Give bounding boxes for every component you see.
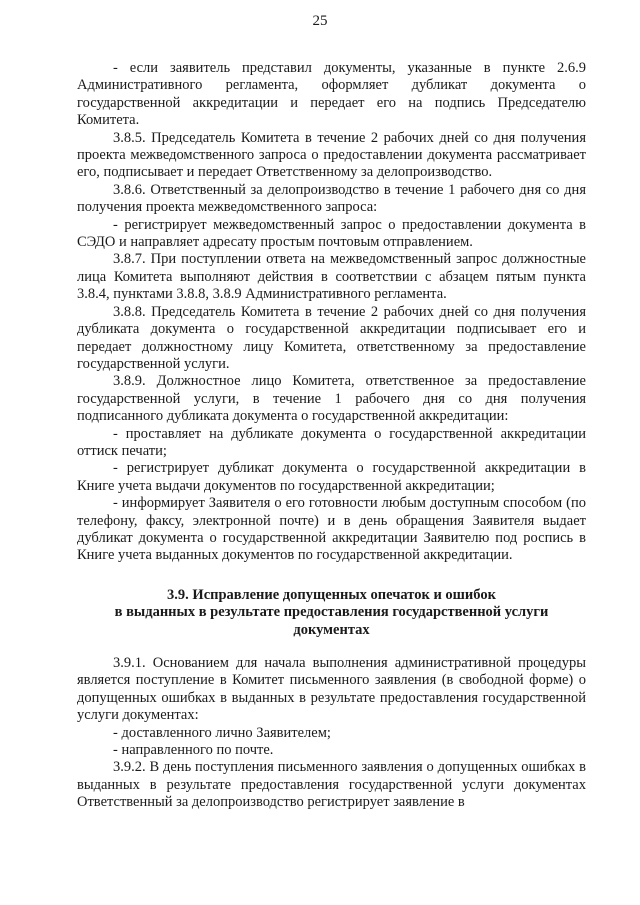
paragraph-3-8-9-register: - регистрирует дубликат документа о государственной аккредитации в Книге учета выдачи документов по государственной аккредитации; [77, 460, 586, 494]
paragraph-3-8-5: 3.8.5. Председатель Комитета в течение 2 рабочих дней со дня получения проекта межведомственного запроса о предоставлении документа рассматривает его, подписывает и передает Ответственному за делопроизводство. [77, 129, 586, 181]
page-number: 25 [312, 13, 328, 29]
paragraph-3-8-7: 3.8.7. При поступлении ответа на межведомственный запрос должностные лица Комитета выполняют действия в соответствии с абзацем пятым пункта 3.8.4, пунктами 3.8.8, 3.8.9 Административного регламента. [77, 251, 586, 303]
paragraph-3-8-9-stamp: - проставляет на дубликате документа о государственной аккредитации оттиск печати; [77, 425, 586, 459]
paragraph-3-8-6: 3.8.6. Ответственный за делопроизводство в течение 1 рабочего дня со дня получения проекта межведомственного запроса: [77, 181, 586, 216]
paragraph-duplicate-issue: - если заявитель представил документы, указанные в пункте 2.6.9 Административного регламента, оформляет дубликат документа о государственной аккредитации и передает его на подпись Председателю Комитета. [77, 60, 586, 129]
document-body [77, 60, 586, 812]
section-heading-3-9 [77, 587, 586, 639]
section-heading-line-1: 3.9. Исправление допущенных опечаток и ошибок [167, 586, 496, 603]
paragraph-3-9-2: 3.9.2. В день поступления письменного заявления о допущенных ошибках в выданных в результате предоставления государственной услуги документах Ответственный за делопроизводство регистрирует заявление в [77, 759, 586, 811]
paragraph-3-9-1: 3.9.1. Основанием для начала выполнения административной процедуры является поступление в Комитет письменного заявления (в свободной форме) о допущенных ошибках в выданных в результате предоставления государственной услуги документах: [77, 655, 586, 724]
section-heading-line-3: документах [293, 621, 370, 638]
paragraph-3-8-8: 3.8.8. Председатель Комитета в течение 2 рабочих дней со дня получения дубликата документа о государственной аккредитации подписывает его и передает должностному лицу Комитета, ответственному за предоставление государственной услуги. [77, 303, 586, 372]
paragraph-3-9-1-mailed: - направленного по почте. [113, 742, 274, 759]
paragraph-3-8-6-register: - регистрирует межведомственный запрос о предоставлении документа в СЭДО и направляет адресату простым почтовым отправлением. [77, 216, 586, 251]
section-heading-line-2: в выданных в результате предоставления государственной услуги [114, 604, 549, 621]
paragraph-3-8-9-inform: - информирует Заявителя о его готовности любым доступным способом (по телефону, факсу, электронной почте) и в день обращения Заявителя выдает дубликат документа о государственной аккредитации Заявителю под роспись в Книге учета выданных документов по государственной аккредитации. [77, 495, 586, 564]
paragraph-3-9-1-delivered: - доставленного лично Заявителем; [113, 724, 331, 741]
paragraph-3-8-9: 3.8.9. Должностное лицо Комитета, ответственное за предоставление государственной услуги, в течение 1 рабочего дня со дня получения подписанного дубликата документа о государственной аккредитации: [77, 373, 586, 425]
